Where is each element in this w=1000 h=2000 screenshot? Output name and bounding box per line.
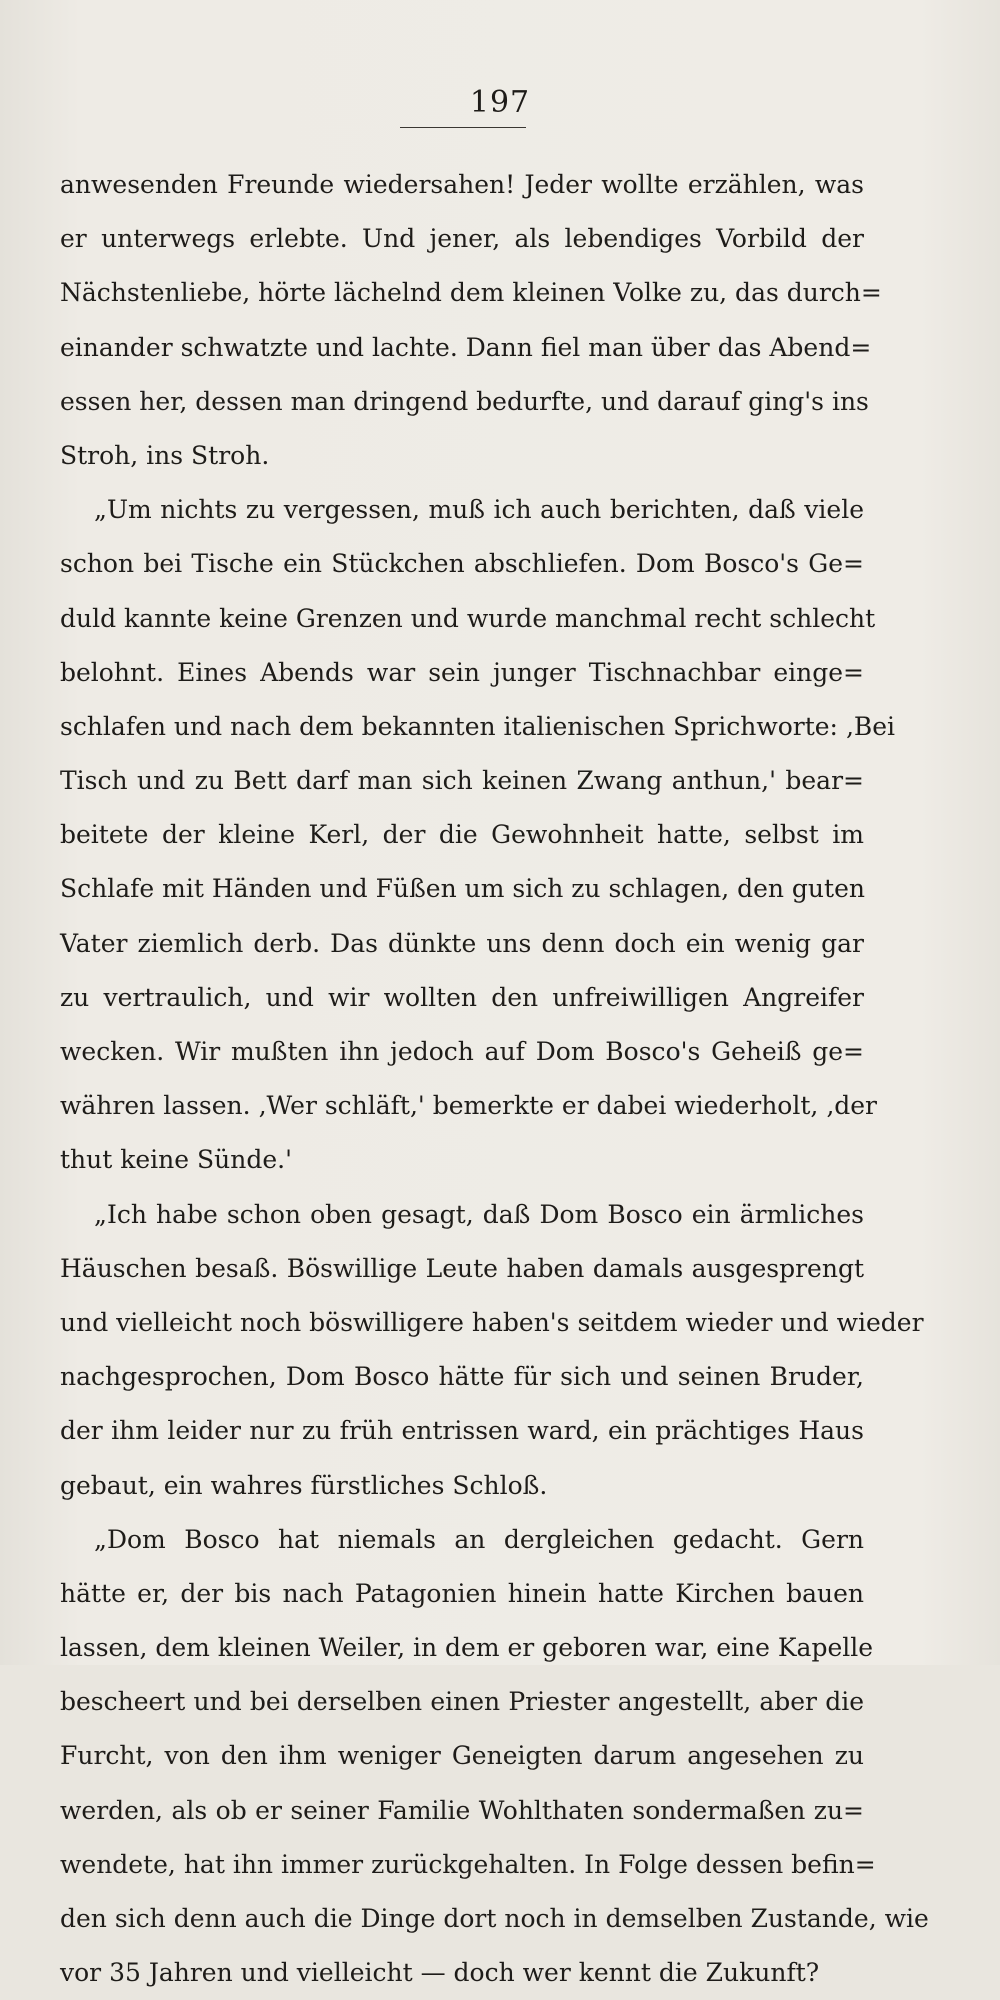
text-line: hätte er, der bis nach Patagonien hinein hatte Kirchen bauen bbox=[60, 1578, 864, 1608]
text-line: bescheert und bei derselben einen Priester angestellt, aber die bbox=[60, 1687, 864, 1717]
text-line: „Um nichts zu vergessen, muß ich auch berichten, daß viele bbox=[94, 495, 864, 525]
text-line: einander schwatzte und lachte. Dann fiel man über das Abend= bbox=[60, 332, 872, 362]
text-line: den sich denn auch die Dinge dort noch in demselben Zustande, wie bbox=[60, 1904, 929, 1933]
paragraph bbox=[60, 158, 882, 483]
text-line: belohnt. Eines Abends war sein junger Tischnachbar einge= bbox=[60, 657, 864, 687]
text-line: währen lassen. ‚Wer schläft,' bemerkte er dabei wiederholt, ‚der bbox=[60, 1091, 877, 1121]
body-text bbox=[60, 158, 929, 2000]
paragraph bbox=[60, 1188, 924, 1513]
text-line: gebaut, ein wahres fürstliches Schloß. bbox=[60, 1470, 548, 1500]
text-line: Furcht, von den ihm weniger Geneigten darum angesehen zu bbox=[60, 1741, 864, 1771]
text-line: duld kannte keine Grenzen und wurde manchmal recht schlecht bbox=[60, 603, 876, 633]
text-line: Schlafe mit Händen und Füßen um sich zu schlagen, den guten bbox=[60, 874, 865, 904]
text-line: er unterwegs erlebte. Und jener, als lebendiges Vorbild der bbox=[60, 224, 864, 254]
text-line: werden, als ob er seiner Familie Wohlthaten sondermaßen zu= bbox=[60, 1795, 864, 1825]
paragraph bbox=[60, 483, 896, 1187]
page-number: 197 bbox=[469, 85, 531, 120]
text-line: Häuschen besaß. Böswillige Leute haben damals ausgesprengt bbox=[60, 1253, 864, 1283]
text-line: beitete der kleine Kerl, der die Gewohnheit hatte, selbst im bbox=[60, 820, 864, 850]
text-line: schon bei Tische ein Stückchen abschliefen. Dom Bosco's Ge= bbox=[60, 549, 864, 579]
text-line: lassen, dem kleinen Weiler, in dem er geboren war, eine Kapelle bbox=[60, 1633, 874, 1663]
text-line: zu vertraulich, und wir wollten den unfreiwilligen Angreifer bbox=[60, 982, 864, 1012]
text-line: Tisch und zu Bett darf man sich keinen Zwang anthun,' bear= bbox=[60, 766, 864, 796]
text-line: Nächstenliebe, hörte lächelnd dem kleinen Volke zu, das durch= bbox=[60, 278, 882, 308]
text-line: „Ich habe schon oben gesagt, daß Dom Bosco ein ärmliches bbox=[94, 1199, 864, 1229]
text-line: und vielleicht noch böswilligere haben's seitdem wieder und wieder bbox=[60, 1307, 924, 1337]
text-line: Stroh, ins Stroh. bbox=[60, 440, 270, 470]
text-line: essen her, dessen man dringend bedurfte, und darauf ging's ins bbox=[60, 386, 869, 416]
text-line: thut keine Sünde.' bbox=[60, 1145, 292, 1175]
text-line: Vater ziemlich derb. Das dünkte uns denn doch ein wenig gar bbox=[60, 928, 864, 958]
text-line: schlafen und nach dem bekannten italienischen Sprichworte: ‚Bei bbox=[60, 711, 896, 741]
paragraph bbox=[60, 1513, 929, 2000]
text-line: vor 35 Jahren und vielleicht — doch wer kennt die Zukunft? bbox=[60, 1958, 820, 1988]
header-rule bbox=[400, 127, 526, 128]
text-line: nachgesprochen, Dom Bosco hätte für sich und seinen Bruder, bbox=[60, 1362, 864, 1392]
text-line: der ihm leider nur zu früh entrissen ward, ein prächtiges Haus bbox=[60, 1416, 864, 1446]
text-line: „Dom Bosco hat niemals an dergleichen gedacht. Gern bbox=[94, 1524, 864, 1554]
text-line: anwesenden Freunde wiedersahen! Jeder wollte erzählen, was bbox=[60, 170, 864, 199]
text-line: wendete, hat ihn immer zurückgehalten. In Folge dessen befin= bbox=[60, 1849, 876, 1879]
text-line: wecken. Wir mußten ihn jedoch auf Dom Bosco's Geheiß ge= bbox=[60, 1037, 864, 1066]
